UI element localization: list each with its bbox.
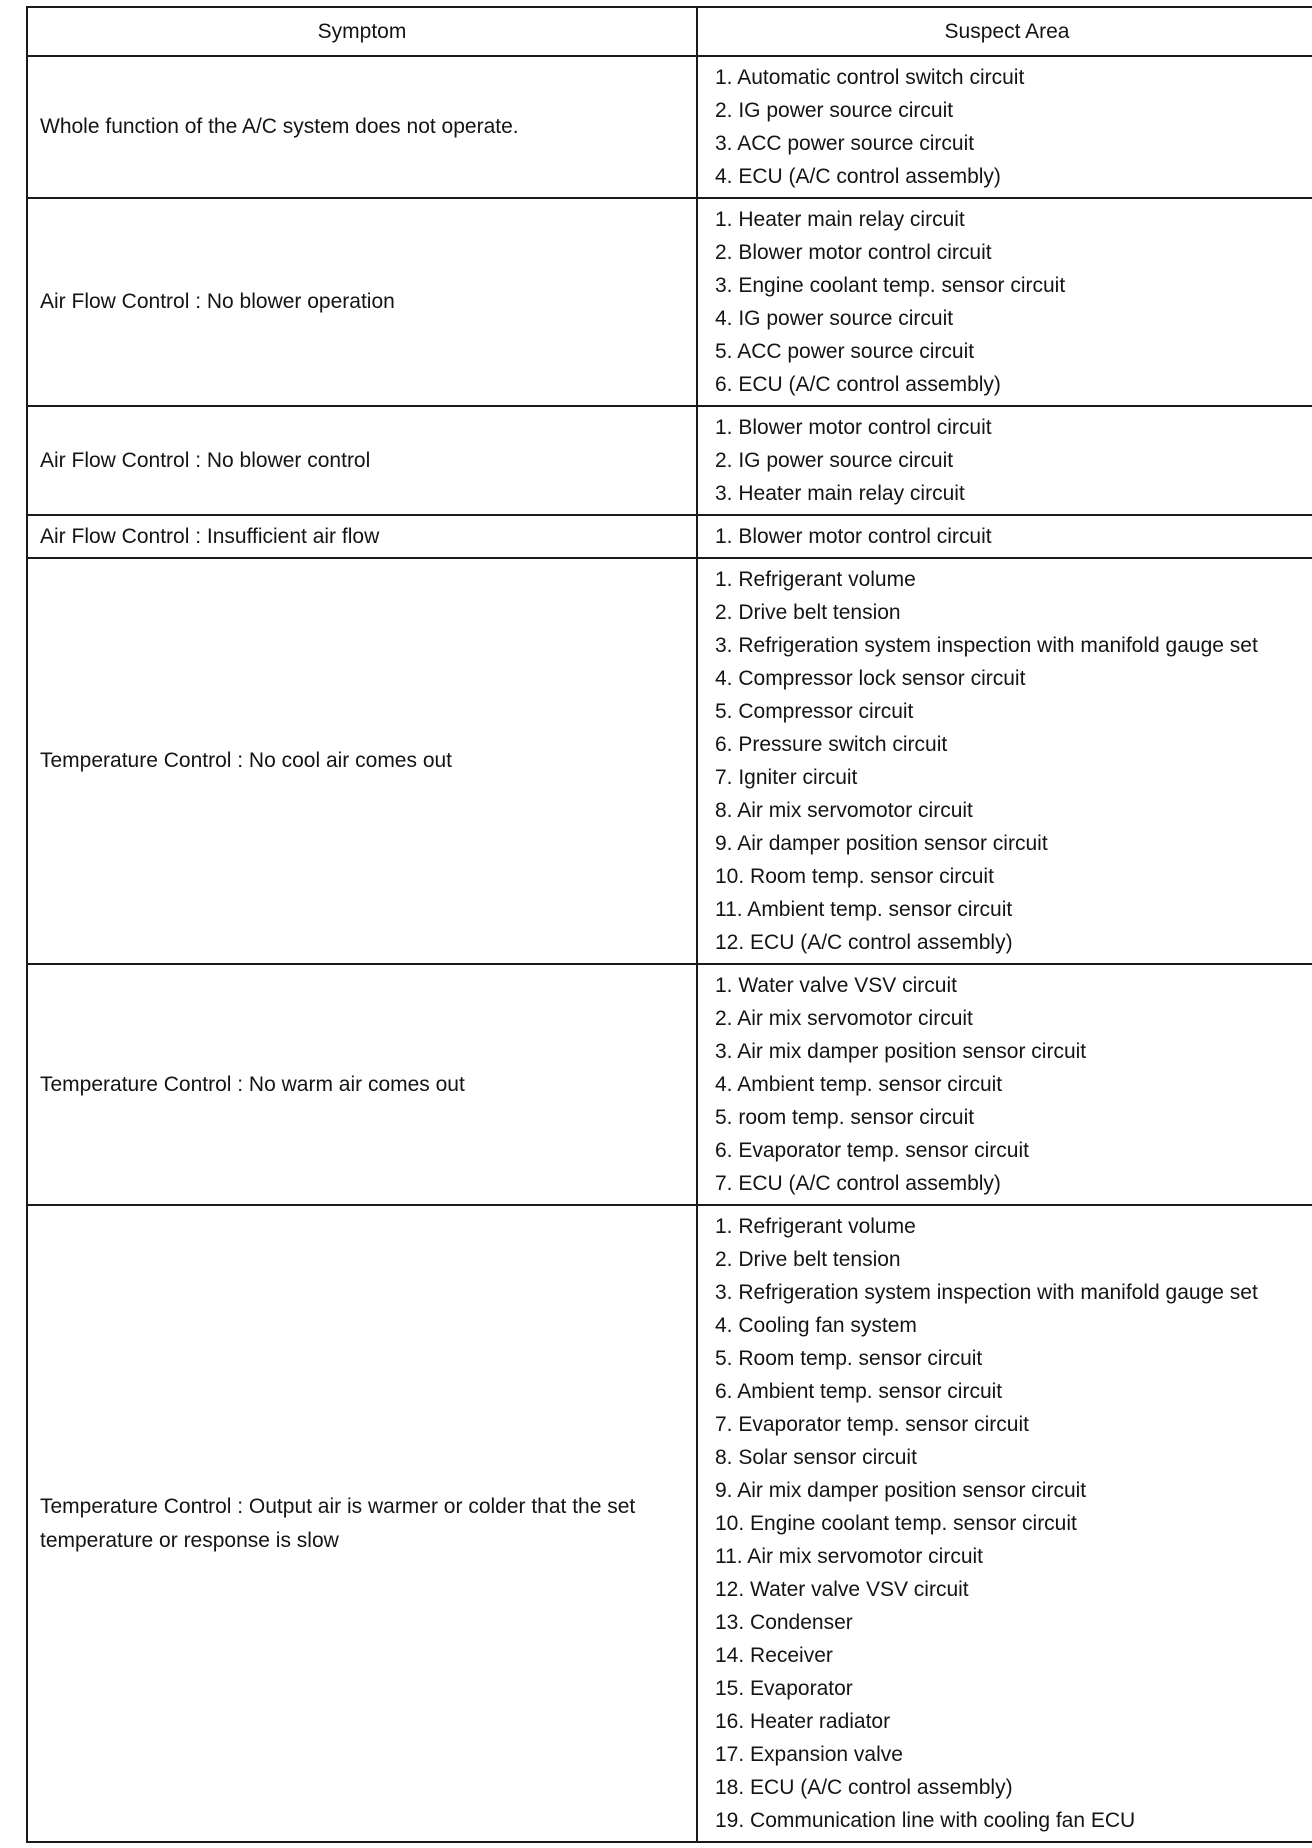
symptom-column-header: Symptom — [27, 7, 697, 56]
suspect-area-cell — [697, 406, 1312, 515]
suspect-area-item: 13. Condenser — [715, 1611, 853, 1634]
symptom-cell: Whole function of the A/C system does not operate. — [27, 56, 697, 198]
suspect-area-item: 19. Communication line with cooling fan ECU — [715, 1809, 1136, 1832]
suspect-area-item: 3. Air mix damper position sensor circuit — [715, 1040, 1087, 1063]
table-row — [27, 558, 1312, 964]
suspect-area-item: 14. Receiver — [715, 1644, 833, 1667]
suspect-area-item: 1. Heater main relay circuit — [715, 208, 965, 231]
symptom-cell: Temperature Control : No warm air comes out — [27, 964, 697, 1205]
suspect-area-item: 3. Refrigeration system inspection with manifold gauge set — [715, 1281, 1258, 1304]
suspect-area-item: 7. Evaporator temp. sensor circuit — [715, 1413, 1029, 1436]
suspect-area-item: 2. Air mix servomotor circuit — [715, 1007, 973, 1030]
suspect-area-item: 8. Air mix servomotor circuit — [715, 799, 973, 822]
suspect-area-item: 4. Ambient temp. sensor circuit — [715, 1073, 1003, 1096]
suspect-area-item: 9. Air damper position sensor circuit — [715, 832, 1048, 855]
table-row — [27, 56, 1312, 198]
table-row — [27, 1205, 1312, 1842]
suspect-area-item: 5. ACC power source circuit — [715, 340, 975, 363]
suspect-area-item: 5. Compressor circuit — [715, 700, 914, 723]
table-row — [27, 406, 1312, 515]
symptom-cell: Air Flow Control : No blower control — [27, 406, 697, 515]
suspect-area-column-header: Suspect Area — [697, 7, 1312, 56]
suspect-area-item: 1. Refrigerant volume — [715, 1215, 916, 1238]
suspect-area-item: 8. Solar sensor circuit — [715, 1446, 917, 1469]
symptom-cell: Air Flow Control : No blower operation — [27, 198, 697, 406]
suspect-area-item: 4. Compressor lock sensor circuit — [715, 667, 1026, 690]
suspect-area-item: 15. Evaporator — [715, 1677, 853, 1700]
suspect-area-item: 2. Blower motor control circuit — [715, 241, 992, 264]
suspect-area-item: 2. IG power source circuit — [715, 99, 954, 122]
table-row — [27, 515, 1312, 558]
table-row — [27, 964, 1312, 1205]
suspect-area-item: 10. Engine coolant temp. sensor circuit — [715, 1512, 1077, 1535]
suspect-area-item: 1. Water valve VSV circuit — [715, 974, 957, 997]
suspect-area-item: 2. IG power source circuit — [715, 449, 954, 472]
suspect-area-item: 6. Ambient temp. sensor circuit — [715, 1380, 1003, 1403]
suspect-area-item: 4. ECU (A/C control assembly) — [715, 165, 1001, 188]
suspect-area-item: 16. Heater radiator — [715, 1710, 891, 1733]
suspect-area-item: 17. Expansion valve — [715, 1743, 903, 1766]
suspect-area-item: 6. Pressure switch circuit — [715, 733, 948, 756]
suspect-area-item: 4. Cooling fan system — [715, 1314, 917, 1337]
suspect-area-item: 18. ECU (A/C control assembly) — [715, 1776, 1013, 1799]
suspect-area-item: 7. Igniter circuit — [715, 766, 858, 789]
suspect-area-item: 2. Drive belt tension — [715, 1248, 901, 1271]
suspect-area-item: 6. Evaporator temp. sensor circuit — [715, 1139, 1029, 1162]
symptom-cell: Temperature Control : Output air is warmer or colder that the set temperature or response is slow — [27, 1205, 697, 1842]
suspect-area-item: 6. ECU (A/C control assembly) — [715, 373, 1001, 396]
suspect-area-item: 4. IG power source circuit — [715, 307, 954, 330]
suspect-area-item: 11. Air mix servomotor circuit — [715, 1545, 984, 1568]
suspect-area-item: 3. ACC power source circuit — [715, 132, 975, 155]
table-body — [27, 56, 1312, 1842]
suspect-area-cell — [697, 1205, 1312, 1842]
suspect-area-item: 1. Automatic control switch circuit — [715, 66, 1025, 89]
suspect-area-cell — [697, 964, 1312, 1205]
suspect-area-cell — [697, 56, 1312, 198]
suspect-area-item: 3. Engine coolant temp. sensor circuit — [715, 274, 1066, 297]
suspect-area-item: 1. Blower motor control circuit — [715, 416, 992, 439]
suspect-area-item: 9. Air mix damper position sensor circuit — [715, 1479, 1087, 1502]
symptom-cell: Air Flow Control : Insufficient air flow — [27, 515, 697, 558]
suspect-area-item: 7. ECU (A/C control assembly) — [715, 1172, 1001, 1195]
suspect-area-item: 5. Room temp. sensor circuit — [715, 1347, 983, 1370]
suspect-area-item: 12. Water valve VSV circuit — [715, 1578, 969, 1601]
symptom-cell: Temperature Control : No cool air comes out — [27, 558, 697, 964]
suspect-area-item: 11. Ambient temp. sensor circuit — [715, 898, 1013, 921]
table-row — [27, 198, 1312, 406]
suspect-area-item: 3. Heater main relay circuit — [715, 482, 965, 505]
suspect-area-cell — [697, 558, 1312, 964]
header-row — [27, 7, 1312, 56]
suspect-area-item: 5. room temp. sensor circuit — [715, 1106, 975, 1129]
suspect-area-cell — [697, 515, 1312, 558]
suspect-area-item: 1. Blower motor control circuit — [715, 525, 992, 548]
suspect-area-item: 2. Drive belt tension — [715, 601, 901, 624]
suspect-area-cell — [697, 198, 1312, 406]
suspect-area-item: 3. Refrigeration system inspection with manifold gauge set — [715, 634, 1258, 657]
symptom-table — [26, 6, 1312, 1843]
suspect-area-item: 1. Refrigerant volume — [715, 568, 916, 591]
suspect-area-item: 10. Room temp. sensor circuit — [715, 865, 994, 888]
suspect-area-item: 12. ECU (A/C control assembly) — [715, 931, 1013, 954]
